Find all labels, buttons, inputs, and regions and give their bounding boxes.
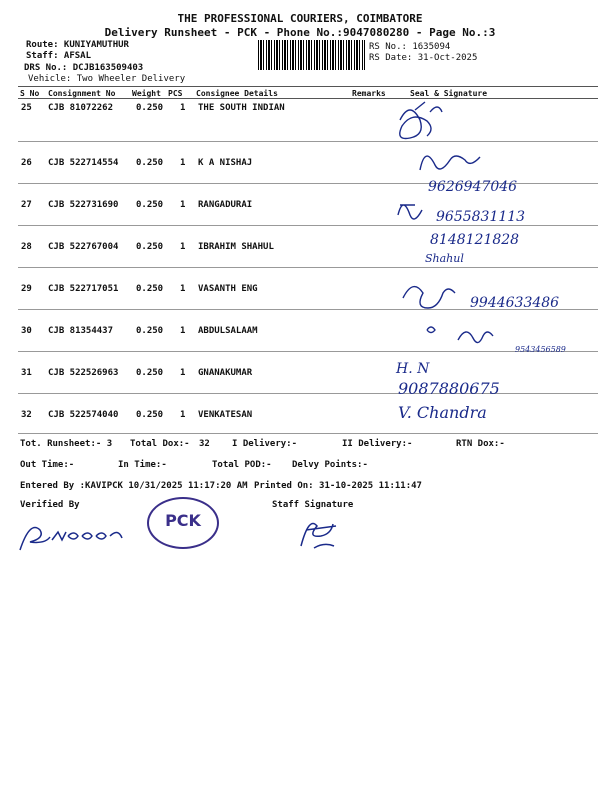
- sno: 28: [21, 242, 32, 252]
- consignee: IBRAHIM SHAHUL: [198, 242, 274, 252]
- hand-phone-31: 9087880675: [398, 379, 500, 398]
- stamp-text: PCK: [165, 511, 201, 530]
- route: Route: KUNIYAMUTHUR: [26, 40, 129, 50]
- in-time: In Time:-: [118, 460, 167, 470]
- consignee: GNANAKUMAR: [198, 368, 253, 378]
- signature-row26: [420, 156, 480, 170]
- consignment-no: CJB 522714554: [48, 158, 119, 168]
- pck-stamp: [147, 497, 219, 549]
- weight: 0.250: [136, 103, 164, 113]
- consignment-no: CJB 522526963: [48, 368, 119, 378]
- sno: 29: [21, 284, 32, 294]
- pcs: 1: [180, 242, 186, 252]
- pcs: 1: [180, 284, 186, 294]
- verified-signature: [10, 510, 150, 560]
- consignee: VENKATESAN: [198, 410, 253, 420]
- col-consignee: Consignee Details: [196, 89, 278, 98]
- i-delivery: I Delivery:-: [232, 439, 298, 449]
- consignment-no: CJB 81072262: [48, 103, 114, 113]
- weight: 0.250: [136, 242, 164, 252]
- runsheet-subtitle: Delivery Runsheet - PCK - Phone No.:9047080280 - Page No.:3: [104, 26, 496, 39]
- signature-row27: [398, 205, 422, 219]
- vehicle: Vehicle: Two Wheeler Delivery: [28, 74, 186, 84]
- pcs: 1: [180, 200, 186, 210]
- sno: 32: [21, 410, 32, 420]
- col-consignment: Consignment No: [48, 89, 116, 98]
- hand-phone-29: 9944633486: [470, 295, 560, 311]
- consignment-no: CJB 522574040: [48, 410, 119, 420]
- rs-number: RS No.: 1635094: [369, 42, 451, 52]
- weight: 0.250: [136, 158, 164, 168]
- pcs: 1: [180, 158, 186, 168]
- hand-name-31: H. N: [396, 361, 430, 377]
- staff: Staff: AFSAL: [26, 51, 92, 61]
- staff-signature-mark: [286, 508, 356, 558]
- signature-row29: [403, 287, 455, 308]
- sno: 26: [21, 158, 32, 168]
- sno: 30: [21, 326, 32, 336]
- signature-row25: [400, 102, 442, 139]
- mark-row30: [427, 327, 435, 333]
- consignment-no: CJB 522767004: [48, 242, 119, 252]
- consignee: VASANTH ENG: [198, 284, 258, 294]
- hand-phone-26: 9626947046: [428, 179, 518, 195]
- delvy-points: Delvy Points:-: [292, 460, 368, 470]
- company-title: THE PROFESSIONAL COURIERS, COIMBATORE: [177, 12, 423, 25]
- hand-name-28: Shahul: [425, 252, 464, 265]
- hand-name-32: V. Chandra: [398, 403, 487, 422]
- weight: 0.250: [136, 200, 164, 210]
- col-remarks: Remarks: [352, 89, 386, 98]
- consignment-no: CJB 522731690: [48, 200, 119, 210]
- consignee: THE SOUTH INDIAN: [198, 103, 285, 113]
- consignment-no: CJB 81354437: [48, 326, 114, 336]
- sno: 27: [21, 200, 32, 210]
- hand-phone-27: 9655831113: [436, 209, 526, 225]
- verified-by: Verified By: [20, 500, 80, 510]
- hand-phone-28: 8148121828: [430, 232, 520, 248]
- drs-number: DRS No.: DCJB163509403: [24, 63, 144, 73]
- consignee: RANGADURAI: [198, 200, 253, 210]
- tot-runsheet: Tot. Runsheet:- 3: [20, 439, 113, 449]
- weight: 0.250: [136, 368, 164, 378]
- weight: 0.250: [136, 284, 164, 294]
- pcs: 1: [180, 410, 186, 420]
- col-pcs: PCS: [168, 89, 183, 98]
- hand-phone-30: 9543456589: [515, 345, 566, 354]
- ii-delivery: II Delivery:-: [342, 439, 413, 449]
- out-time: Out Time:-: [20, 460, 75, 470]
- printed-on: Printed On: 31-10-2025 11:11:47: [254, 481, 422, 491]
- pcs: 1: [180, 368, 186, 378]
- total-dox-label: Total Dox:-: [130, 439, 190, 449]
- signature-row30: [458, 332, 493, 343]
- col-weight: Weight: [132, 89, 161, 98]
- rs-date: RS Date: 31-Oct-2025: [369, 53, 478, 63]
- consignment-no: CJB 522717051: [48, 284, 119, 294]
- sno: 25: [21, 103, 32, 113]
- total-pod: Total POD:-: [212, 460, 272, 470]
- col-seal: Seal & Signature: [410, 89, 488, 98]
- weight: 0.250: [136, 326, 164, 336]
- entered-by: Entered By :KAVIPCK 10/31/2025 11:17:20 AM: [20, 481, 248, 491]
- rtn-dox: RTN Dox:-: [456, 439, 505, 449]
- pcs: 1: [180, 326, 186, 336]
- consignee: ABDULSALAAM: [198, 326, 258, 336]
- col-sno: S No: [20, 89, 40, 98]
- consignee: K A NISHAJ: [198, 158, 253, 168]
- total-dox-value: 32: [199, 439, 210, 449]
- staff-signature: Staff Signature: [272, 500, 354, 510]
- pcs: 1: [180, 103, 186, 113]
- sno: 31: [21, 368, 32, 378]
- weight: 0.250: [136, 410, 164, 420]
